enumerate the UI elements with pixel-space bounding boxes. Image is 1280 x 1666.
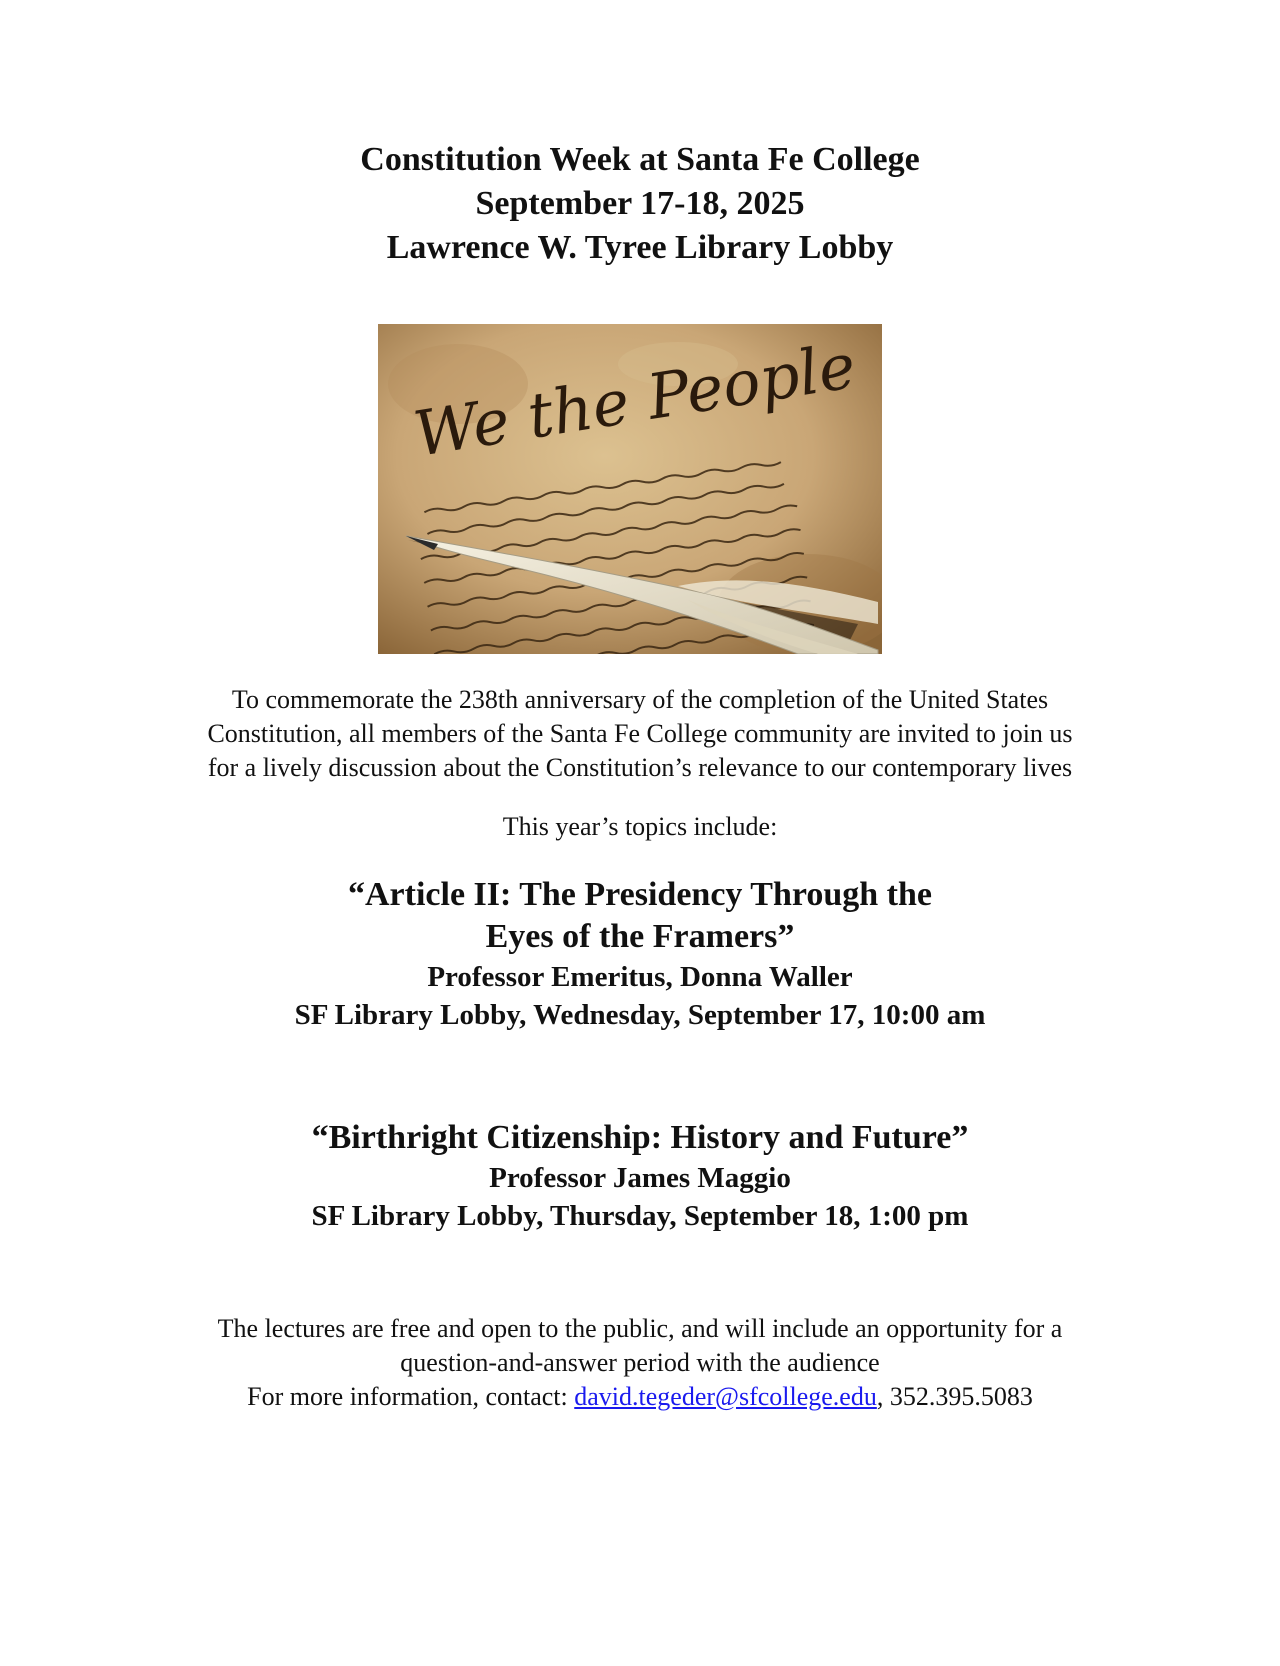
lecture-1: [0, 874, 1280, 1034]
intro-line: Constitution, all members of the Santa Fe College community are invited to join us: [207, 719, 1073, 748]
lecture-location-time: SF Library Lobby, Thursday, September 18, 1:00 pm: [311, 1200, 969, 1232]
we-the-people-script: We the People: [408, 329, 861, 471]
lecture-title: “Article II: The Presidency Through the: [348, 876, 932, 913]
lecture-location-time: SF Library Lobby, Wednesday, September 17, 10:00 am: [294, 999, 986, 1031]
contact-prefix: For more information, contact:: [247, 1382, 575, 1411]
contact-line: [0, 1380, 1280, 1414]
footer-info: [0, 1312, 1280, 1414]
quill-on-constitution-image: [378, 324, 882, 654]
lecture-title: “Birthright Citizenship: History and Future”: [311, 1119, 969, 1156]
intro-paragraph: [0, 683, 1280, 785]
contact-phone: , 352.395.5083: [876, 1382, 1033, 1411]
footer-line: The lectures are free and open to the public, and will include an opportunity for a: [217, 1314, 1063, 1343]
event-dates: September 17-18, 2025: [475, 185, 805, 222]
lecture-speaker: Professor Emeritus, Donna Waller: [427, 961, 853, 993]
intro-line: To commemorate the 238th anniversary of the completion of the United States: [231, 685, 1049, 714]
lecture-speaker: Professor James Maggio: [489, 1162, 791, 1194]
email-link[interactable]: david.tegeder@sfcollege.edu: [574, 1382, 877, 1411]
footer-line: question-and-answer period with the audience: [400, 1348, 880, 1377]
event-header: [0, 138, 1280, 270]
event-location: Lawrence W. Tyree Library Lobby: [386, 229, 894, 266]
topics-intro: This year’s topics include:: [502, 812, 778, 841]
lecture-title: Eyes of the Framers”: [485, 918, 795, 955]
intro-line: for a lively discussion about the Constitution’s relevance to our contemporary lives: [207, 753, 1073, 782]
lecture-2: [0, 1117, 1280, 1235]
event-title: Constitution Week at Santa Fe College: [360, 141, 920, 178]
